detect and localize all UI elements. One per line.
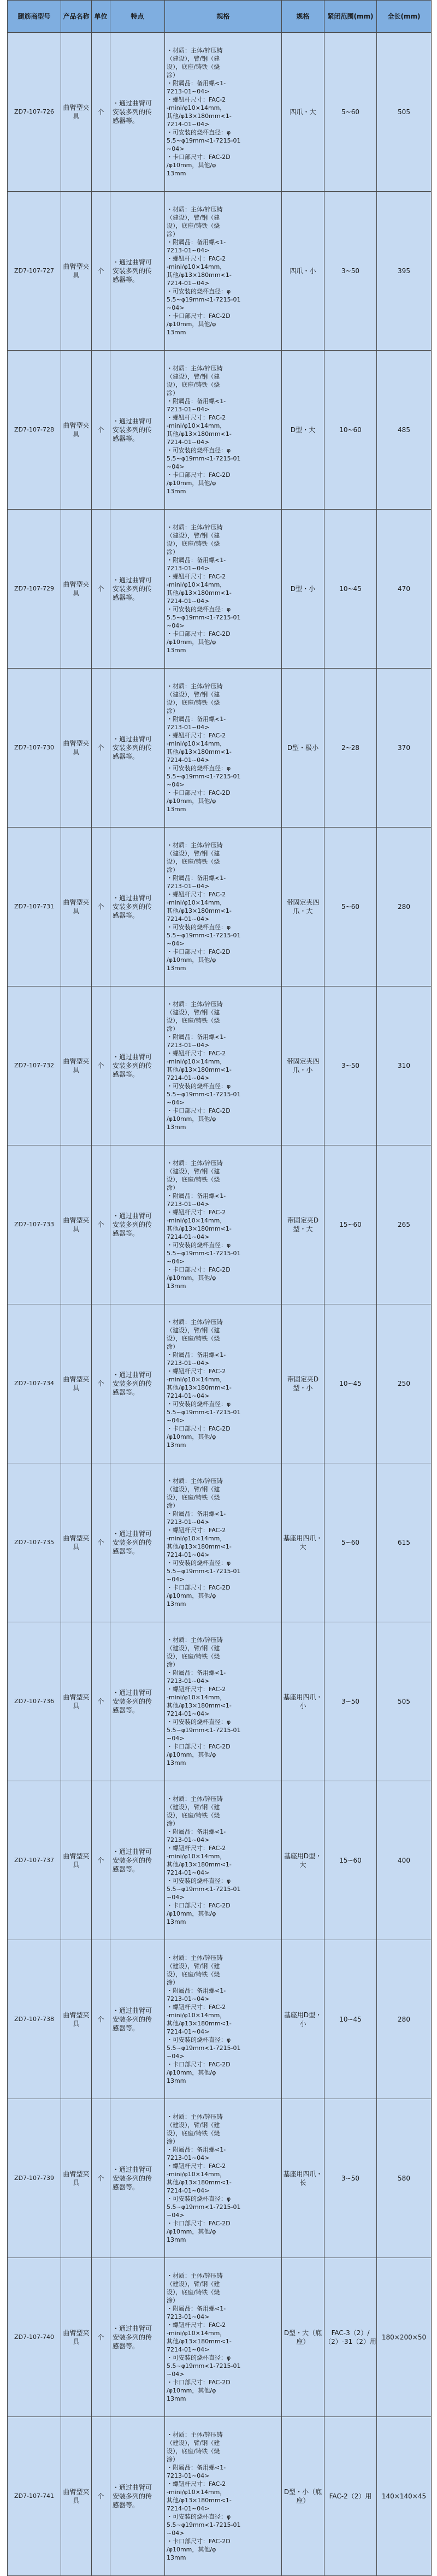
model-number-cell: ZD7-107-740 [8, 2258, 61, 2417]
unit-cell: 个 [92, 1304, 110, 1463]
product-name-cell: 曲臂型夹具 [61, 1304, 92, 1463]
product-name-cell: 曲臂型夹具 [61, 1940, 92, 2099]
model-number-cell: ZD7-107-730 [8, 669, 61, 828]
table-row [8, 1145, 432, 1304]
spec-cell: ・材质：主体/锌压铸 （建设），臂/钢（建 设），底座/铸铁（烧 涂） ・附属品：备用螺<1- 7213-01~04> ・螺钮杆尺寸：FAC-2 -mini/φ10×14mm， 其他/φ13×180mm<1- 7214-01~04> ・可安装的烧杯直径：φ 5.5~φ19mm<1-7215-01 ~04> ・卡口部尺寸：FAC-2D /φ10mm，其他/φ 13mm [165, 1463, 282, 1622]
type-cell: 基座用四爪・大 [282, 1463, 324, 1622]
table-row [8, 828, 432, 986]
spec-cell: ・材质：主体/锌压铸 （建设），臂/钢（建 设），底座/铸铁（烧 涂） ・附属品：备用螺<1- 7213-01~04> ・螺钮杆尺寸：FAC-2 -mini/φ10×14mm， 其他/φ13×180mm<1- 7214-01~04> ・可安装的烧杯直径：φ 5.5~φ19mm<1-7215-01 ~04> ・卡口部尺寸：FAC-2D /φ10mm，其他/φ 13mm [165, 192, 282, 351]
table-row [8, 1781, 432, 1940]
features-cell: ・通过曲臂可 安装多列的传 感器等。 [110, 1463, 165, 1622]
total-length-cell: 140×140×45 [377, 2417, 432, 2576]
type-cell: D型・极小 [282, 669, 324, 828]
unit-cell: 个 [92, 669, 110, 828]
clamp-range-cell: 5~60 [324, 828, 377, 986]
product-name-cell: 曲臂型夹具 [61, 510, 92, 669]
total-length-cell: 280 [377, 828, 432, 986]
product-name-cell: 曲臂型夹具 [61, 351, 92, 510]
type-cell: D型・大（底座） [282, 2258, 324, 2417]
model-number-cell: ZD7-107-731 [8, 828, 61, 986]
spec-cell: ・材质：主体/锌压铸 （建设），臂/钢（建 设），底座/铸铁（烧 涂） ・附属品：备用螺<1- 7213-01~04> ・螺钮杆尺寸：FAC-2 -mini/φ10×14mm， 其他/φ13×180mm<1- 7214-01~04> ・可安装的烧杯直径：φ 5.5~φ19mm<1-7215-01 ~04> ・卡口部尺寸：FAC-2D /φ10mm，其他/φ 13mm [165, 2258, 282, 2417]
features-cell: ・通过曲臂可 安装多列的传 感器等。 [110, 33, 165, 192]
spec-cell: ・材质：主体/锌压铸 （建设），臂/钢（建 设），底座/铸铁（烧 涂） ・附属品：备用螺<1- 7213-01~04> ・螺钮杆尺寸：FAC-2 -mini/φ10×14mm， 其他/φ13×180mm<1- 7214-01~04> ・可安装的烧杯直径：φ 5.5~φ19mm<1-7215-01 ~04> ・卡口部尺寸：FAC-2D /φ10mm，其他/φ 13mm [165, 828, 282, 986]
total-length-cell: 280 [377, 1940, 432, 2099]
features-cell: ・通过曲臂可 安装多列的传 感器等。 [110, 669, 165, 828]
unit-cell: 个 [92, 192, 110, 351]
type-cell: 带固定夹D型・小 [282, 1304, 324, 1463]
col-header-total-length: 全长(mm) [377, 1, 432, 33]
unit-cell: 个 [92, 1463, 110, 1622]
clamp-range-cell: 15~60 [324, 1781, 377, 1940]
total-length-cell: 470 [377, 510, 432, 669]
type-cell: 基座用D型・大 [282, 1781, 324, 1940]
col-header-product-name: 产品名称 [61, 1, 92, 33]
clamp-range-cell: 3~50 [324, 192, 377, 351]
unit-cell: 个 [92, 2099, 110, 2258]
spec-cell: ・材质：主体/锌压铸 （建设），臂/钢（建 设），底座/铸铁（烧 涂） ・附属品：备用螺<1- 7213-01~04> ・螺钮杆尺寸：FAC-2 -mini/φ10×14mm， 其他/φ13×180mm<1- 7214-01~04> ・可安装的烧杯直径：φ 5.5~φ19mm<1-7215-01 ~04> ・卡口部尺寸：FAC-2D /φ10mm，其他/φ 13mm [165, 351, 282, 510]
total-length-cell: 250 [377, 1304, 432, 1463]
unit-cell: 个 [92, 2417, 110, 2576]
type-cell: 基座用四爪・小 [282, 1622, 324, 1781]
features-cell: ・通过曲臂可 安装多列的传 感器等。 [110, 1145, 165, 1304]
clamp-range-cell: 3~50 [324, 2099, 377, 2258]
total-length-cell: 580 [377, 2099, 432, 2258]
total-length-cell: 310 [377, 986, 432, 1145]
table-row [8, 2099, 432, 2258]
unit-cell: 个 [92, 33, 110, 192]
features-cell: ・通过曲臂可 安装多列的传 感器等。 [110, 828, 165, 986]
total-length-cell: 370 [377, 669, 432, 828]
col-header-clamp-range: 紧闭范围(mm) [324, 1, 377, 33]
product-name-cell: 曲臂型夹具 [61, 669, 92, 828]
clamp-range-cell: 15~60 [324, 1145, 377, 1304]
total-length-cell: 180×200×50 [377, 2258, 432, 2417]
product-table [7, 0, 432, 2576]
product-table-container [7, 0, 431, 2574]
spec-cell: ・材质：主体/锌压铸 （建设），臂/钢（建 设），底座/铸铁（烧 涂） ・附属品：备用螺<1- 7213-01~04> ・螺钮杆尺寸：FAC-2 -mini/φ10×14mm， 其他/φ13×180mm<1- 7214-01~04> ・可安装的烧杯直径：φ 5.5~φ19mm<1-7215-01 ~04> ・卡口部尺寸：FAC-2D /φ10mm，其他/φ 13mm [165, 986, 282, 1145]
clamp-range-cell: 10~45 [324, 1304, 377, 1463]
unit-cell: 个 [92, 986, 110, 1145]
type-cell: 带固定夹四爪・小 [282, 986, 324, 1145]
product-name-cell: 曲臂型夹具 [61, 828, 92, 986]
features-cell: ・通过曲臂可 安装多列的传 感器等。 [110, 351, 165, 510]
model-number-cell: ZD7-107-736 [8, 1622, 61, 1781]
type-cell: 基座用D型・小 [282, 1940, 324, 2099]
total-length-cell: 615 [377, 1463, 432, 1622]
col-header-unit: 单位 [92, 1, 110, 33]
unit-cell: 个 [92, 1145, 110, 1304]
features-cell: ・通过曲臂可 安装多列的传 感器等。 [110, 1622, 165, 1781]
features-cell: ・通过曲臂可 安装多列的传 感器等。 [110, 1781, 165, 1940]
model-number-cell: ZD7-107-735 [8, 1463, 61, 1622]
model-number-cell: ZD7-107-726 [8, 33, 61, 192]
total-length-cell: 395 [377, 192, 432, 351]
product-name-cell: 曲臂型夹具 [61, 2417, 92, 2576]
model-number-cell: ZD7-107-733 [8, 1145, 61, 1304]
spec-cell: ・材质：主体/锌压铸 （建设），臂/钢（建 设），底座/铸铁（烧 涂） ・附属品：备用螺<1- 7213-01~04> ・螺钮杆尺寸：FAC-2 -mini/φ10×14mm， 其他/φ13×180mm<1- 7214-01~04> ・可安装的烧杯直径：φ 5.5~φ19mm<1-7215-01 ~04> ・卡口部尺寸：FAC-2D /φ10mm，其他/φ 13mm [165, 669, 282, 828]
unit-cell: 个 [92, 828, 110, 986]
features-cell: ・通过曲臂可 安装多列的传 感器等。 [110, 510, 165, 669]
type-cell: 四爪・小 [282, 192, 324, 351]
features-cell: ・通过曲臂可 安装多列的传 感器等。 [110, 1304, 165, 1463]
clamp-range-cell: FAC-3（2）/（2）-31（2）用 [324, 2258, 377, 2417]
product-name-cell: 曲臂型夹具 [61, 1463, 92, 1622]
total-length-cell: 265 [377, 1145, 432, 1304]
unit-cell: 个 [92, 1781, 110, 1940]
spec-cell: ・材质：主体/锌压铸 （建设），臂/钢（建 设），底座/铸铁（烧 涂） ・附属品：备用螺<1- 7213-01~04> ・螺钮杆尺寸：FAC-2 -mini/φ10×14mm， 其他/φ13×180mm<1- 7214-01~04> ・可安装的烧杯直径：φ 5.5~φ19mm<1-7215-01 ~04> ・卡口部尺寸：FAC-2D /φ10mm，其他/φ 13mm [165, 1940, 282, 2099]
spec-cell: ・材质：主体/锌压铸 （建设），臂/钢（建 设），底座/铸铁（烧 涂） ・附属品：备用螺<1- 7213-01~04> ・螺钮杆尺寸：FAC-2 -mini/φ10×14mm， 其他/φ13×180mm<1- 7214-01~04> ・可安装的烧杯直径：φ 5.5~φ19mm<1-7215-01 ~04> ・卡口部尺寸：FAC-2D /φ10mm，其他/φ 13mm [165, 1622, 282, 1781]
table-row [8, 351, 432, 510]
product-name-cell: 曲臂型夹具 [61, 2258, 92, 2417]
features-cell: ・通过曲臂可 安装多列的传 感器等。 [110, 2099, 165, 2258]
model-number-cell: ZD7-107-741 [8, 2417, 61, 2576]
table-row [8, 33, 432, 192]
type-cell: 四爪・大 [282, 33, 324, 192]
col-header-features: 特点 [110, 1, 165, 33]
features-cell: ・通过曲臂可 安装多列的传 感器等。 [110, 192, 165, 351]
model-number-cell: ZD7-107-734 [8, 1304, 61, 1463]
clamp-range-cell: 5~60 [324, 33, 377, 192]
col-header-spec: 规格 [165, 1, 282, 33]
unit-cell: 个 [92, 1940, 110, 2099]
table-row [8, 192, 432, 351]
table-row [8, 2258, 432, 2417]
clamp-range-cell: FAC-2（2）用 [324, 2417, 377, 2576]
table-row [8, 669, 432, 828]
spec-cell: ・材质：主体/锌压铸 （建设），臂/钢（建 设），底座/铸铁（烧 涂） ・附属品：备用螺<1- 7213-01~04> ・螺钮杆尺寸：FAC-2 -mini/φ10×14mm， 其他/φ13×180mm<1- 7214-01~04> ・可安装的烧杯直径：φ 5.5~φ19mm<1-7215-01 ~04> ・卡口部尺寸：FAC-2D /φ10mm，其他/φ 13mm [165, 2417, 282, 2576]
total-length-cell: 505 [377, 33, 432, 192]
model-number-cell: ZD7-107-728 [8, 351, 61, 510]
type-cell: 带固定夹四爪・大 [282, 828, 324, 986]
table-row [8, 986, 432, 1145]
unit-cell: 个 [92, 510, 110, 669]
model-number-cell: ZD7-107-729 [8, 510, 61, 669]
product-name-cell: 曲臂型夹具 [61, 986, 92, 1145]
product-name-cell: 曲臂型夹具 [61, 1622, 92, 1781]
col-header-model: 腿筋商型号 [8, 1, 61, 33]
type-cell: D型・大 [282, 351, 324, 510]
clamp-range-cell: 5~60 [324, 1463, 377, 1622]
product-name-cell: 曲臂型夹具 [61, 33, 92, 192]
type-cell: D型・小 [282, 510, 324, 669]
table-row [8, 1940, 432, 2099]
product-name-cell: 曲臂型夹具 [61, 2099, 92, 2258]
unit-cell: 个 [92, 1622, 110, 1781]
table-row [8, 1304, 432, 1463]
model-number-cell: ZD7-107-738 [8, 1940, 61, 2099]
clamp-range-cell: 2~28 [324, 669, 377, 828]
product-name-cell: 曲臂型夹具 [61, 1781, 92, 1940]
unit-cell: 个 [92, 351, 110, 510]
features-cell: ・通过曲臂可 安装多列的传 感器等。 [110, 2417, 165, 2576]
total-length-cell: 485 [377, 351, 432, 510]
features-cell: ・通过曲臂可 安装多列的传 感器等。 [110, 986, 165, 1145]
table-row [8, 510, 432, 669]
type-cell: 带固定夹D型・大 [282, 1145, 324, 1304]
clamp-range-cell: 3~50 [324, 986, 377, 1145]
type-cell: D型・小（底座） [282, 2417, 324, 2576]
spec-cell: ・材质：主体/锌压铸 （建设），臂/钢（建 设），底座/铸铁（烧 涂） ・附属品：备用螺<1- 7213-01~04> ・螺钮杆尺寸：FAC-2 -mini/φ10×14mm， 其他/φ13×180mm<1- 7214-01~04> ・可安装的烧杯直径：φ 5.5~φ19mm<1-7215-01 ~04> ・卡口部尺寸：FAC-2D /φ10mm，其他/φ 13mm [165, 2099, 282, 2258]
model-number-cell: ZD7-107-737 [8, 1781, 61, 1940]
model-number-cell: ZD7-107-732 [8, 986, 61, 1145]
type-cell: 基座用四爪・长 [282, 2099, 324, 2258]
col-header-type: 规格 [282, 1, 324, 33]
model-number-cell: ZD7-107-727 [8, 192, 61, 351]
total-length-cell: 505 [377, 1622, 432, 1781]
spec-cell: ・材质：主体/锌压铸 （建设），臂/钢（建 设），底座/铸铁（烧 涂） ・附属品：备用螺<1- 7213-01~04> ・螺钮杆尺寸：FAC-2 -mini/φ10×14mm， 其他/φ13×180mm<1- 7214-01~04> ・可安装的烧杯直径：φ 5.5~φ19mm<1-7215-01 ~04> ・卡口部尺寸：FAC-2D /φ10mm，其他/φ 13mm [165, 1781, 282, 1940]
product-name-cell: 曲臂型夹具 [61, 1145, 92, 1304]
table-row [8, 1622, 432, 1781]
unit-cell: 个 [92, 2258, 110, 2417]
table-header-row [8, 1, 432, 33]
clamp-range-cell: 3~50 [324, 1622, 377, 1781]
clamp-range-cell: 10~45 [324, 1940, 377, 2099]
clamp-range-cell: 10~45 [324, 510, 377, 669]
spec-cell: ・材质：主体/锌压铸 （建设），臂/钢（建 设），底座/铸铁（烧 涂） ・附属品：备用螺<1- 7213-01~04> ・螺钮杆尺寸：FAC-2 -mini/φ10×14mm， 其他/φ13×180mm<1- 7214-01~04> ・可安装的烧杯直径：φ 5.5~φ19mm<1-7215-01 ~04> ・卡口部尺寸：FAC-2D /φ10mm，其他/φ 13mm [165, 510, 282, 669]
total-length-cell: 400 [377, 1781, 432, 1940]
spec-cell: ・材质：主体/锌压铸 （建设），臂/钢（建 设），底座/铸铁（烧 涂） ・附属品：备用螺<1- 7213-01~04> ・螺钮杆尺寸：FAC-2 -mini/φ10×14mm， 其他/φ13×180mm<1- 7214-01~04> ・可安装的烧杯直径：φ 5.5~φ19mm<1-7215-01 ~04> ・卡口部尺寸：FAC-2D /φ10mm，其他/φ 13mm [165, 1145, 282, 1304]
features-cell: ・通过曲臂可 安装多列的传 感器等。 [110, 1940, 165, 2099]
spec-cell: ・材质：主体/锌压铸 （建设），臂/钢（建 设），底座/铸铁（烧 涂） ・附属品：备用螺<1- 7213-01~04> ・螺钮杆尺寸：FAC-2 -mini/φ10×14mm， 其他/φ13×180mm<1- 7214-01~04> ・可安装的烧杯直径：φ 5.5~φ19mm<1-7215-01 ~04> ・卡口部尺寸：FAC-2D /φ10mm，其他/φ 13mm [165, 1304, 282, 1463]
product-name-cell: 曲臂型夹具 [61, 192, 92, 351]
features-cell: ・通过曲臂可 安装多列的传 感器等。 [110, 2258, 165, 2417]
clamp-range-cell: 10~60 [324, 351, 377, 510]
model-number-cell: ZD7-107-739 [8, 2099, 61, 2258]
table-row [8, 2417, 432, 2576]
table-row [8, 1463, 432, 1622]
spec-cell: ・材质：主体/锌压铸 （建设），臂/钢（建 设），底座/铸铁（烧 涂） ・附属品：备用螺<1- 7213-01~04> ・螺钮杆尺寸：FAC-2 -mini/φ10×14mm， 其他/φ13×180mm<1- 7214-01~04> ・可安装的烧杯直径：φ 5.5~φ19mm<1-7215-01 ~04> ・卡口部尺寸：FAC-2D /φ10mm，其他/φ 13mm [165, 33, 282, 192]
